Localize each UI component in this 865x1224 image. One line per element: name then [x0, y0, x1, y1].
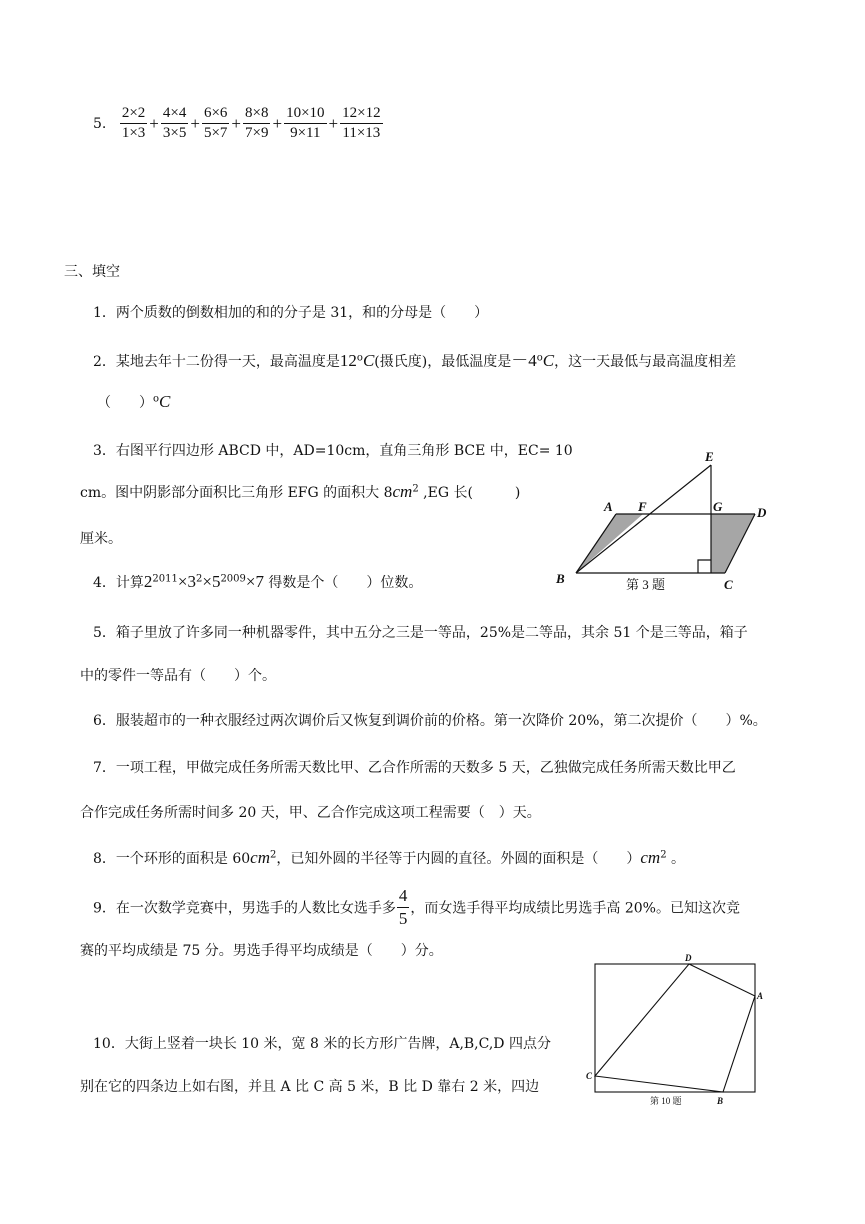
label-D: D [757, 505, 767, 520]
label-A: A [604, 499, 613, 514]
question-5-line-1: 5．箱子里放了许多同一种机器零件，其中五分之三是一等品，25%是二等品，其余 51 个是三等品，箱子 [93, 625, 748, 641]
question-8: 8．一个环形的面积是 $60cm^2$，已知外圆的半径等于内圆的直径。外圆的面积是（ ）$cm^2$ 。 [93, 848, 686, 867]
fraction-3: $\frac{6\times 6}{5\times 7}$ [203, 105, 228, 141]
fraction-6: $\frac{12\times 12}{11\times 13}$ [342, 105, 381, 141]
fraction-5: $\frac{10\times 10}{9\times 11}$ [286, 105, 325, 141]
figure-10 [584, 952, 768, 1112]
quadrilateral-abcd [595, 964, 755, 1092]
fraction-4: $\frac{8\times 8}{7\times 9}$ [245, 105, 269, 141]
figure-3-caption: 第 3 题 [626, 577, 666, 592]
label-F: F [638, 499, 647, 514]
question-9-line-2: 赛的平均成绩是 75 分。男选手得平均成绩是（ ）分。 [80, 943, 443, 959]
billboard-rectangle [595, 964, 755, 1092]
fraction-1: $\frac{2\times 2}{1\times 3}$ [121, 105, 146, 141]
label-B: B [717, 1096, 724, 1106]
label-G: G [713, 499, 723, 514]
question-7-line-1: 7．一项工程，甲做完成任务所需天数比甲、乙合作所需的天数多 5 天，乙独做完成任务所需天数比甲乙 [93, 760, 736, 776]
question-2: 2．某地去年十二份得一天，最高温度是12$^o$C(摄氏度)，最低温度是$-4^oC$，这一天最低与最高温度相差 [93, 351, 737, 370]
question-1: 1．两个质数的倒数相加的和的分子是 31，和的分母是（ ） [93, 305, 489, 321]
question-9-line-1: 9．在一次数学竞赛中，男选手的人数比女选手多 $\frac{4}{5}$ ，而女选手得平均成绩比男选手高 20%。已知这次竞 [93, 886, 740, 928]
question-3-line-3: 厘米。 [80, 531, 122, 547]
figure-3 [548, 445, 778, 595]
question-3-line-2: cm。图中阴影部分面积比三角形 EFG 的面积大 $8cm^2$ ,EG 长( ) [80, 482, 521, 501]
fraction-four-fifths: $\frac{4}{5}$ [398, 886, 408, 928]
q5-expression: 5. $\frac{2\times 2}{1\times 3}$ + $\frac{4\times 4}{3\times 5}$ + $\frac{6\times 6}{5\times 7}$ + $\frac{8\times 8}{7\times 9}$ + $\frac{10\times 10}{9\times 11}$ + $\frac{12\times 12}{11\times 13}$ [93, 105, 381, 141]
label-C: C [586, 1071, 593, 1081]
label-E: E [705, 449, 714, 464]
question-2-answer: （ ）$^o$C [97, 392, 171, 411]
question-5-line-2: 中的零件一等品有（ ）个。 [80, 668, 276, 684]
shaded-region-right [711, 514, 755, 573]
label-A: A [757, 991, 764, 1001]
question-4: 4．计算$2^{2011}\times 3^2\times 5^{2009}\times 7$ 得数是个（ ）位数。 [93, 572, 423, 591]
q5-number: 5. [93, 115, 107, 132]
question-7-line-2: 合作完成任务所需时间多 20 天，甲、乙合作完成这项工程需要（ ）天。 [80, 805, 541, 821]
label-C: C [724, 577, 733, 592]
question-10-line-2: 别在它的四条边上如右图，并且 A 比 C 高 5 米，B 比 D 靠右 2 米，四边 [80, 1079, 540, 1095]
figure-10-caption: 第 10 题 [650, 1096, 682, 1106]
section-title: 三、填空 [64, 264, 120, 280]
label-B: B [556, 571, 565, 586]
fraction-2: $\frac{4\times 4}{3\times 5}$ [162, 105, 187, 141]
label-D: D [685, 953, 692, 963]
question-10-line-1: 10．大街上竖着一块长 10 米，宽 8 米的长方形广告牌，A,B,C,D 四点分 [93, 1036, 551, 1052]
question-3-line-1: 3．右图平行四边形 ABCD 中，AD=10cm，直角三角形 BCE 中，EC= 10 [93, 443, 573, 459]
question-6: 6．服装超市的一种衣服经过两次调价后又恢复到调价前的价格。第一次降价 20%，第二次提价（ ）%。 [93, 713, 767, 729]
